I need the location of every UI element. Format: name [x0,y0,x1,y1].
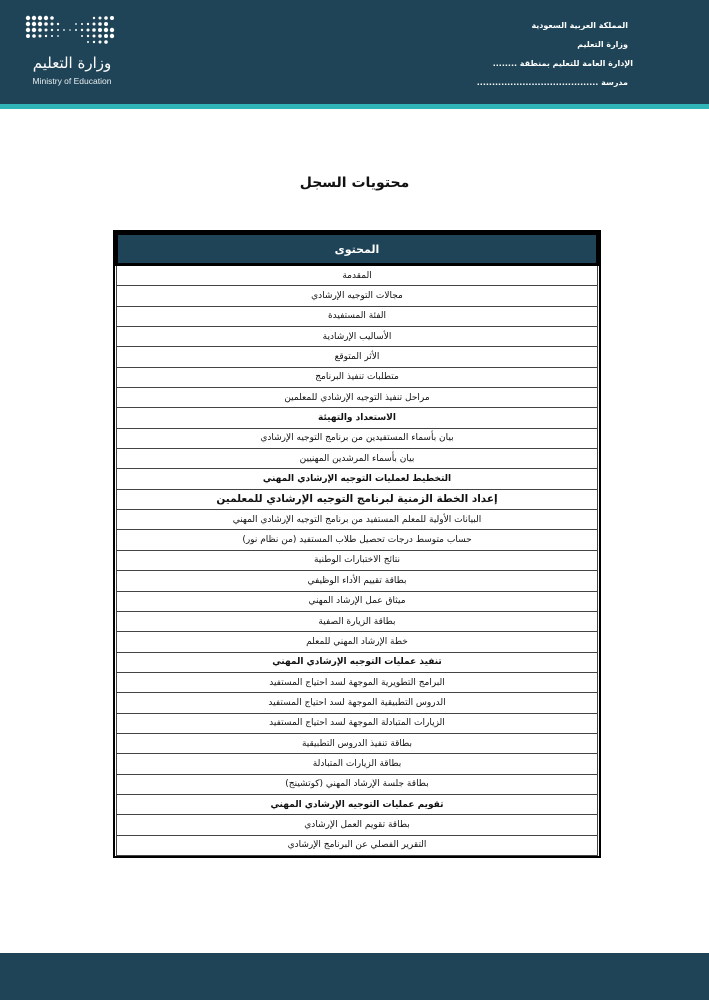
content-cell: نتائج الاختبارات الوطنية [117,550,598,570]
footer-band [0,953,709,1000]
kingdom-name: المملكة العربية السعودية [531,21,628,30]
table-row [117,530,598,550]
dots-emblem-icon [24,14,120,50]
table-row [117,733,598,753]
content-cell: بطاقة الزيارة الصفية [117,611,598,631]
table-row [117,449,598,469]
content-cell: الأثر المتوقع [117,347,598,367]
content-cell: بطاقة جلسة الإرشاد المهني (كوتشينج) [117,774,598,794]
table-row [117,347,598,367]
section-heading-cell: الاستعداد والتهيئة [117,408,598,428]
header-band [0,0,709,104]
table-row [117,835,598,855]
content-cell: البيانات الأولية للمعلم المستفيد من برنامج التوجيه الإرشادي المهني [117,510,598,530]
content-cell: خطة الإرشاد المهني للمعلم [117,632,598,652]
table-row [117,632,598,652]
table-row [117,408,598,428]
content-cell: البرامج التطويرية الموجهة لسد احتياج المستفيد [117,672,598,692]
table-row [117,611,598,631]
content-cell: التقرير الفصلي عن البرنامج الإرشادي [117,835,598,855]
content-cell: الدروس التطبيقية الموجهة لسد احتياج المستفيد [117,693,598,713]
header-accent-stripe [0,104,709,109]
admin-name: الإدارة العامة للتعليم بمنطقة ........ [492,59,633,68]
content-cell: الفئة المستفيدة [117,306,598,326]
content-cell: بطاقة الزيارات المتبادلة [117,754,598,774]
content-cell: متطلبات تنفيذ البرنامج [117,367,598,387]
table-row [117,510,598,530]
content-cell: مراحل تنفيذ التوجيه الإرشادي للمعلمين [117,388,598,408]
logo-english-text: Ministry of Education [32,76,112,86]
table-row [117,550,598,570]
content-cell: بيان بأسماء المستفيدين من برنامج التوجيه الإرشادي [117,428,598,448]
content-cell: ميثاق عمل الإرشاد المهني [117,591,598,611]
section-heading-cell: تنفيذ عمليات التوجيه الإرشادي المهني [117,652,598,672]
content-cell: مجالات التوجيه الإرشادي [117,286,598,306]
table-row [117,327,598,347]
table-row [117,815,598,835]
table-row [117,794,598,814]
section-heading-cell: تقويم عمليات التوجيه الإرشادي المهني [117,794,598,814]
table-row [117,774,598,794]
content-cell: المقدمة [117,265,598,286]
content-cell: بطاقة تنفيذ الدروس التطبيقية [117,733,598,753]
content-cell: بيان بأسماء المرشدين المهنيين [117,449,598,469]
government-info [373,16,633,92]
table-row [117,265,598,286]
page-title: محتويات السجل [299,175,410,191]
table-row [117,469,598,489]
content-cell: الأساليب الإرشادية [117,327,598,347]
content-cell: بطاقة تقييم الأداء الوظيفي [117,571,598,591]
table-row [117,306,598,326]
contents-table [113,230,601,858]
ministry-name: وزارة التعليم [577,40,628,49]
table-row [117,693,598,713]
table-row [117,428,598,448]
section-heading-cell: التخطيط لعمليات التوجيه الإرشادي المهني [117,469,598,489]
content-cell: الزيارات المتبادلة الموجهة لسد احتياج المستفيد [117,713,598,733]
table-row [117,672,598,692]
table-row [117,652,598,672]
table-row [117,591,598,611]
table-row [117,388,598,408]
content-cell: حساب متوسط درجات تحصيل طلاب المستفيد (من نظام نور) [117,530,598,550]
logo-arabic-text: وزارة التعليم [32,54,112,72]
content-cell: بطاقة تقويم العمل الإرشادي [117,815,598,835]
school-name: مدرسة ........................................ [476,78,628,87]
table-row [117,489,598,509]
table-row [117,713,598,733]
table-row [117,367,598,387]
table-row [117,286,598,306]
section-heading-cell: إعداد الخطة الزمنية لبرنامج التوجيه الإرشادي للمعلمين [117,489,598,509]
table-header: المحتوى [117,234,598,265]
table-row [117,571,598,591]
ministry-logo [22,14,122,88]
table-row [117,754,598,774]
